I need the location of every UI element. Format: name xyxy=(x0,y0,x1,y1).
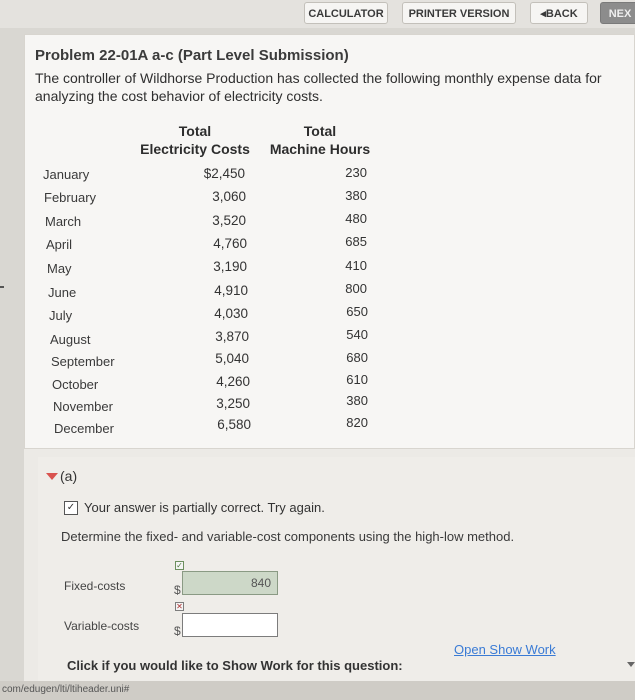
cost-cell: 6,580 xyxy=(217,417,251,432)
cost-cell: 3,250 xyxy=(216,396,250,411)
hours-header-line1: Total xyxy=(303,123,337,139)
next-button[interactable]: NEX xyxy=(600,2,635,24)
cost-header-line1: Total xyxy=(178,123,212,139)
hours-cell: 480 xyxy=(345,211,367,226)
cost-cell: 4,760 xyxy=(213,236,247,251)
hours-cell: 820 xyxy=(346,415,368,430)
hours-cell: 380 xyxy=(345,188,367,203)
printer-version-button[interactable]: PRINTER VERSION xyxy=(402,2,516,24)
top-toolbar xyxy=(0,0,635,28)
month-cell: September xyxy=(51,354,115,369)
variable-costs-label: Variable-costs xyxy=(64,619,140,633)
month-cell: March xyxy=(45,214,82,229)
hours-header-line2: Machine Hours xyxy=(269,141,371,157)
collapse-triangle-icon[interactable] xyxy=(46,473,58,480)
month-cell: July xyxy=(49,308,73,323)
hours-cell: 410 xyxy=(345,258,367,273)
back-button[interactable] xyxy=(530,2,588,24)
hours-cell: 650 xyxy=(346,304,368,319)
cost-cell: 3,190 xyxy=(213,259,247,274)
partially-correct-check-icon: ✓ xyxy=(64,501,78,515)
browser-status-bar xyxy=(0,681,635,700)
month-cell: February xyxy=(44,190,97,205)
fixed-dollar-sign: $ xyxy=(174,583,181,597)
scroll-down-arrow-icon[interactable] xyxy=(627,662,635,667)
cost-cell: 4,030 xyxy=(214,306,248,321)
cost-cell: 3,870 xyxy=(215,329,249,344)
hours-cell: 685 xyxy=(345,234,367,249)
hours-cell: 610 xyxy=(346,372,368,387)
hours-cell: 230 xyxy=(345,165,367,180)
month-cell: October xyxy=(52,377,99,392)
month-cell: December xyxy=(54,421,114,436)
variable-dollar-sign: $ xyxy=(174,624,181,638)
problem-title: Problem 22-01A a-c (Part Level Submission) xyxy=(35,47,349,64)
status-url: com/edugen/lti/ltiheader.uni# xyxy=(2,684,130,695)
hours-cell: 680 xyxy=(346,350,368,365)
cost-cell: 4,910 xyxy=(214,283,248,298)
month-cell: June xyxy=(48,285,77,300)
hours-cell: 380 xyxy=(346,393,368,408)
show-work-prompt: Click if you would like to Show Work for this question: xyxy=(67,658,403,673)
cost-cell: 5,040 xyxy=(215,351,249,366)
cost-cell: 3,520 xyxy=(212,213,246,228)
question-page xyxy=(24,34,635,684)
back-label: BACK xyxy=(545,8,578,20)
back-arrow-icon: ◂ xyxy=(540,8,546,20)
calculator-button[interactable]: CALCULATOR xyxy=(304,2,388,24)
month-cell: January xyxy=(43,167,90,182)
problem-description: The controller of Wildhorse Production has collected the following monthly expense data for analyzing the cost behavior of electricity costs. xyxy=(35,70,602,104)
problem-panel xyxy=(24,34,635,449)
month-cell: May xyxy=(47,261,72,276)
month-cell: November xyxy=(53,399,113,414)
feedback-message: Your answer is partially correct. Try again. xyxy=(84,500,325,515)
cost-cell: 4,260 xyxy=(216,374,250,389)
variable-costs-input[interactable] xyxy=(182,613,278,637)
cost-header-line2: Electricity Costs xyxy=(140,141,250,157)
part-a-label[interactable]: (a) xyxy=(60,468,78,484)
fixed-costs-label: Fixed-costs xyxy=(64,579,126,593)
incorrect-x-icon: ✕ xyxy=(176,602,183,611)
open-show-work-link[interactable]: Open Show Work xyxy=(454,642,556,657)
left-edge-mark xyxy=(0,286,4,288)
hours-cell: 540 xyxy=(346,327,368,342)
part-a-instruction: Determine the fixed- and variable-cost components using the high-low method. xyxy=(61,529,515,544)
month-cell: April xyxy=(46,237,73,252)
cost-cell: 3,060 xyxy=(212,189,246,204)
month-cell: August xyxy=(50,332,91,347)
hours-cell: 800 xyxy=(345,281,367,296)
fixed-costs-input[interactable]: 840 xyxy=(182,571,278,595)
cost-cell: $2,450 xyxy=(203,166,245,181)
correct-check-icon: ✓ xyxy=(176,561,183,570)
